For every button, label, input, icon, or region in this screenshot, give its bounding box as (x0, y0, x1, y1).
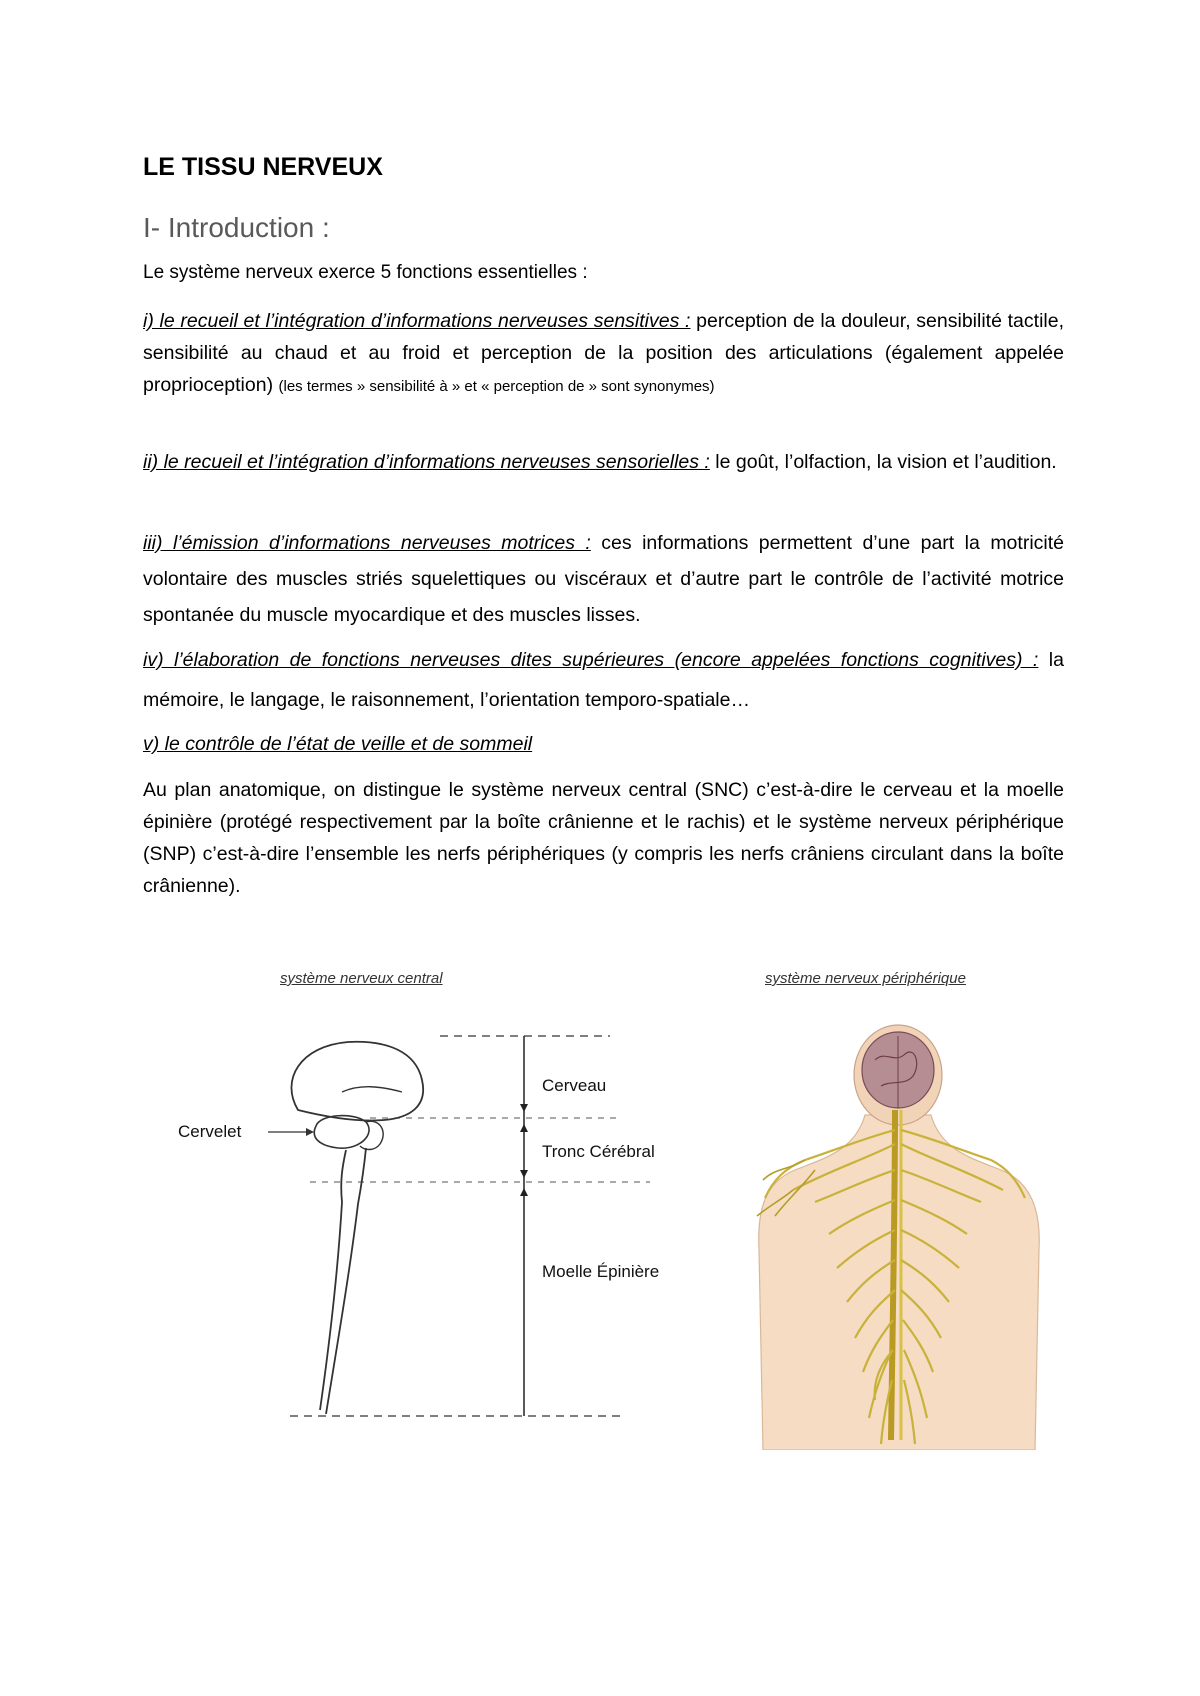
function-item-5: v) le contrôle de l’état de veille et de sommeil (143, 733, 533, 755)
snp-illustration (745, 1020, 1055, 1450)
snp-caption: système nerveux périphérique (765, 970, 966, 987)
function-item-3: iii) l’émission d’informations nerveuses motrices : ces informations permettent d’une part la motricité volontaire des muscles striés squelettiques ou viscéraux et d’autre part le contrôle de l’activité motrice spontanée du muscle myocardique et des muscles lisses. (143, 532, 1064, 626)
label-cerveau: Cerveau (542, 1076, 607, 1095)
section-heading: I- Introduction : (143, 212, 330, 243)
function-item-4: iv) l’élaboration de fonctions nerveuses dites supérieures (encore appelées fonctions cognitives) : la mémoire, le langage, le raisonnement, l’orientation temporo-spatiale… (143, 649, 1064, 711)
label-cervelet: Cervelet (178, 1122, 242, 1141)
function-item-2: ii) le recueil et l’intégration d’informations nerveuses sensorielles : le goût, l’olfaction, la vision et l’audition. (143, 451, 1057, 473)
snc-diagram (170, 1010, 730, 1490)
intro-sentence: Le système nerveux exerce 5 fonctions essentielles : (143, 262, 588, 283)
function-item-1: i) le recueil et l’intégration d’informations nerveuses sensitives : perception de la douleur, sensibilité tactile, sensibilité au chaud et au froid et perception de la position des articulations (également appelée proprioception) (les termes » sensibilité à » et « perception de » sont synonymes) (143, 310, 1064, 396)
label-moelle-epiniere: Moelle Épinière (542, 1262, 660, 1281)
label-tronc-cerebral: Tronc Cérébral (542, 1142, 655, 1161)
anatomy-paragraph: Au plan anatomique, on distingue le système nerveux central (SNC) c’est-à-dire le cerveau et la moelle épinière (protégé respectivement par la boîte crânienne et le rachis) et le système nerveux périphérique (SNP) c’est-à-dire l’ensemble les nerfs périphériques (y compris les nerfs crâniens circulant dans la boîte crânienne). (143, 779, 1064, 897)
snc-caption: système nerveux central (280, 970, 443, 987)
document-title: LE TISSU NERVEUX (143, 153, 383, 181)
